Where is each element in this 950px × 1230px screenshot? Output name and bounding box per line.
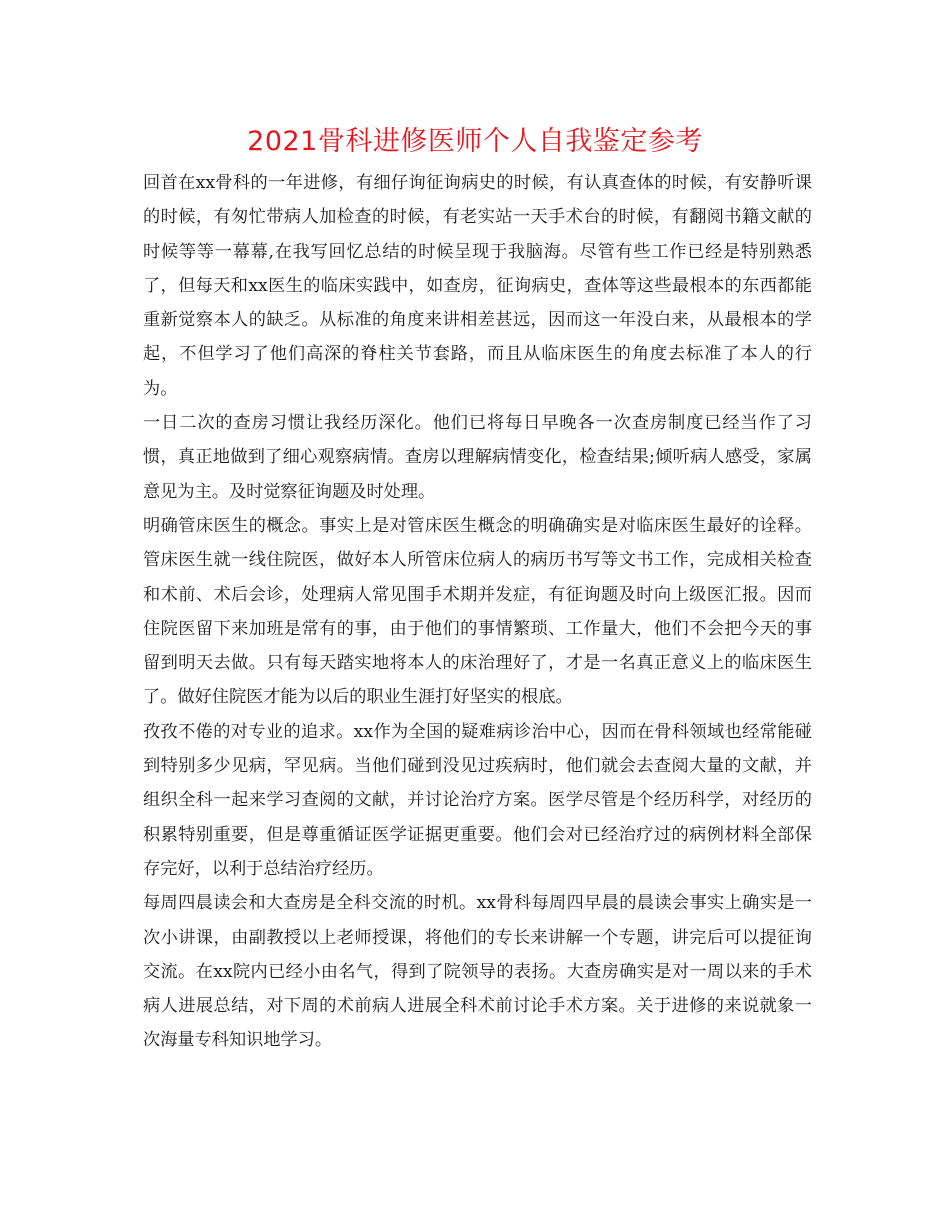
- paragraph-5: 每周四晨读会和大查房是全科交流的时机。xx骨科每周四早晨的晨读会事实上确实是一次小讲课，由副教授以上老师授课，将他们的专长来讲解一个专题，讲完后可以提征询交流。在xx院内已经小由名气，得到了院领导的表扬。大查房确实是对一周以来的手术病人进展总结，对下周的术前病人进展全科术前讨论手术方案。关于进修的来说就象一次海量专科知识地学习。: [143, 893, 812, 1051]
- document-title: 2021骨科进修医师个人自我鉴定参考: [247, 126, 703, 157]
- paragraph-3: 明确管床医生的概念。事实上是对管床医生概念的明确确实是对临床医生最好的诠释。管床医生就一线住院医，做好本人所管床位病人的病历书写等文书工作，完成相关检查和术前、术后会诊，处理病人常见围手术期并发症，有征询题及时向上级医汇报。因而住院医留下来加班是常有的事，由于他们的事情繁琐、工作量大，他们不会把今天的事留到明天去做。只有每天踏实地将本人的床治理好了，才是一名真正意义上的临床医生了。做好住院医才能为以后的职业生涯打好坚实的根底。: [143, 515, 812, 708]
- paragraph-4: 孜孜不倦的对专业的追求。xx作为全国的疑难病诊治中心，因而在骨科领域也经常能碰到特别多少见病，罕见病。当他们碰到没见过疾病时，他们就会去查阅大量的文献，并组织全科一起来学习查阅的文献，并讨论治疗方案。医学尽管是个经历科学，对经历的积累特别重要，但是尊重循证医学证据更重要。他们会对已经治疗过的病例材料全部保存完好，以利于总结治疗经历。: [143, 721, 812, 879]
- paragraph-1: 回首在xx骨科的一年进修，有细仔询征询病史的时候，有认真查体的时候，有安静听课的时候，有匆忙带病人加检查的时候，有老实站一天手术台的时候，有翻阅书籍文献的时候等等一幕幕,在我写回忆总结的时候呈现于我脑海。尽管有些工作已经是特别熟悉了，但每天和xx医生的临床实践中，如查房，征询病史，查体等这些最根本的东西都能重新觉察本人的缺乏。从标准的角度来讲相差甚远，因而这一年没白来，从最根本的学起，不但学习了他们高深的脊柱关节套路，而且从临床医生的角度去标准了本人的行为。: [143, 173, 812, 399]
- paragraph-2: 一日二次的查房习惯让我经历深化。他们已将每日早晚各一次查房制度已经当作了习惯，真正地做到了细心观察病情。查房以理解病情变化，检查结果;倾听病人感受，家属意见为主。及时觉察征询题及时处理。: [143, 413, 812, 502]
- document-body: [143, 166, 812, 1058]
